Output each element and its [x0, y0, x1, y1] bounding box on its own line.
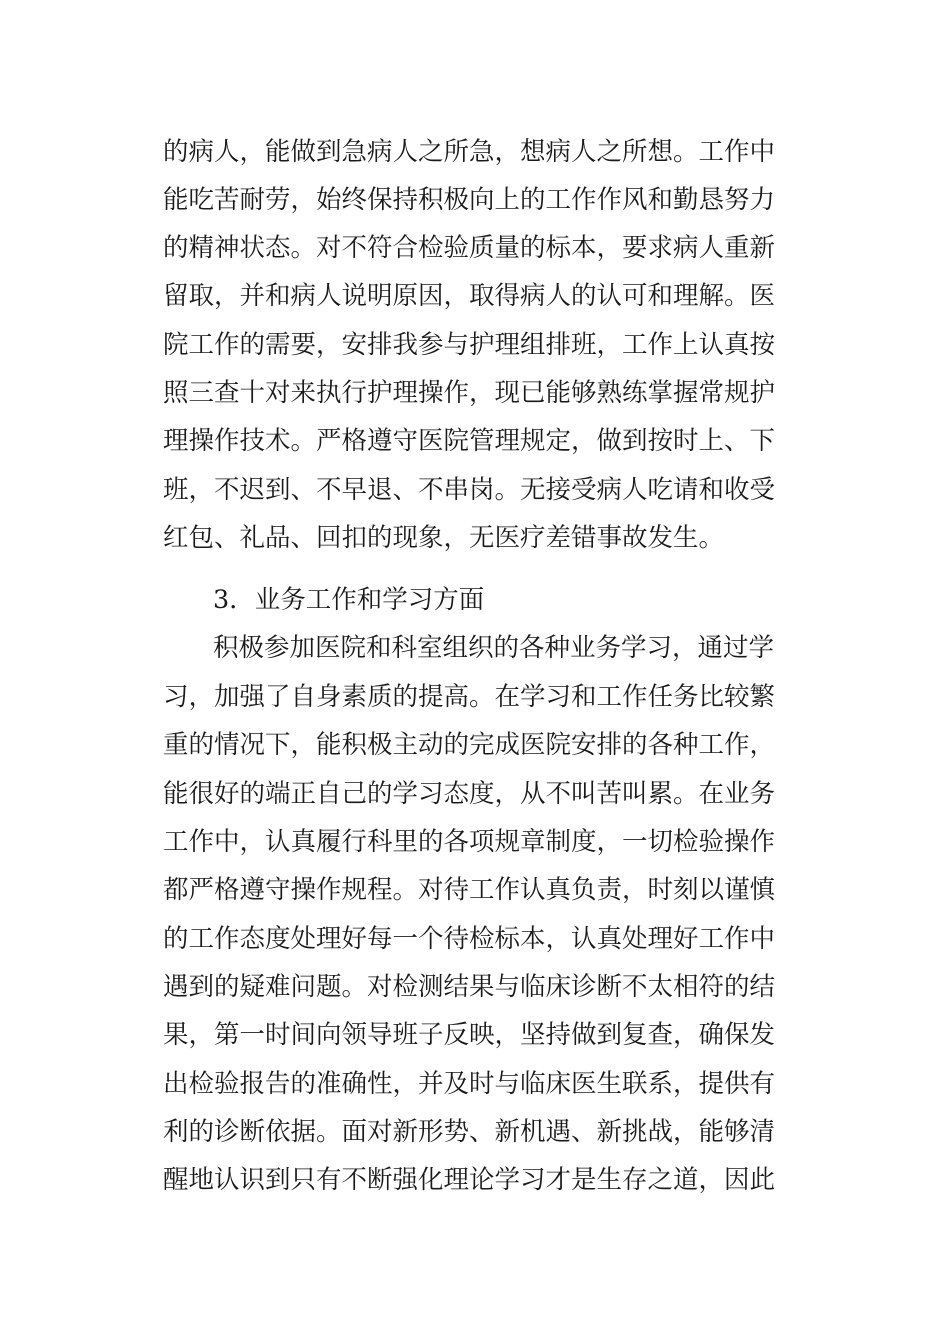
paragraph-line: 出检验报告的准确性，并及时与临床医生联系，提供有 [163, 1069, 776, 1099]
paragraph-line: 积极参加医院和科室组织的各种业务学习，通过学 [213, 633, 775, 663]
paragraph-line: 留取，并和病人说明原因，取得病人的认可和理解。医 [163, 281, 776, 311]
paragraph-line: 的病人，能做到急病人之所急，想病人之所想。工作中 [163, 137, 776, 167]
paragraph-line: 能吃苦耐劳，始终保持积极向上的工作作风和勤恳努力 [163, 185, 776, 215]
paragraph-line: 利的诊断依据。面对新形势、新机遇、新挑战，能够清 [163, 1117, 776, 1147]
paragraph-line: 的精神状态。对不符合检验质量的标本，要求病人重新 [163, 233, 776, 263]
paragraph-line: 都严格遵守操作规程。对待工作认真负责，时刻以谨慎 [163, 875, 776, 905]
paragraph-line: 能很好的端正自己的学习态度，从不叫苦叫累。在业务 [163, 779, 776, 809]
paragraph-line: 工作中，认真履行科里的各项规章制度，一切检验操作 [163, 827, 776, 857]
paragraph-line: 醒地认识到只有不断强化理论学习才是生存之道，因此 [163, 1165, 776, 1195]
paragraph-line: 理操作技术。严格遵守医院管理规定，做到按时上、下 [163, 426, 776, 456]
section-heading: 3．业务工作和学习方面 [213, 585, 485, 615]
paragraph-line: 班，不迟到、不早退、不串岗。无接受病人吃请和收受 [163, 475, 776, 505]
paragraph-line: 院工作的需要，安排我参与护理组排班，工作上认真按 [163, 330, 776, 360]
paragraph-line: 红包、礼品、回扣的现象，无医疗差错事故发生。 [163, 523, 725, 553]
paragraph-line: 重的情况下，能积极主动的完成医院安排的各种工作， [163, 730, 776, 760]
paragraph-line: 遇到的疑难问题。对检测结果与临床诊断不太相符的结 [163, 972, 776, 1002]
paragraph-line: 的工作态度处理好每一个待检标本，认真处理好工作中 [163, 924, 776, 954]
paragraph-line: 照三查十对来执行护理操作，现已能够熟练掌握常规护 [163, 378, 776, 408]
paragraph-line: 习，加强了自身素质的提高。在学习和工作任务比较繁 [163, 682, 776, 712]
paragraph-line: 果，第一时间向领导班子反映，坚持做到复查，确保发 [163, 1020, 776, 1050]
